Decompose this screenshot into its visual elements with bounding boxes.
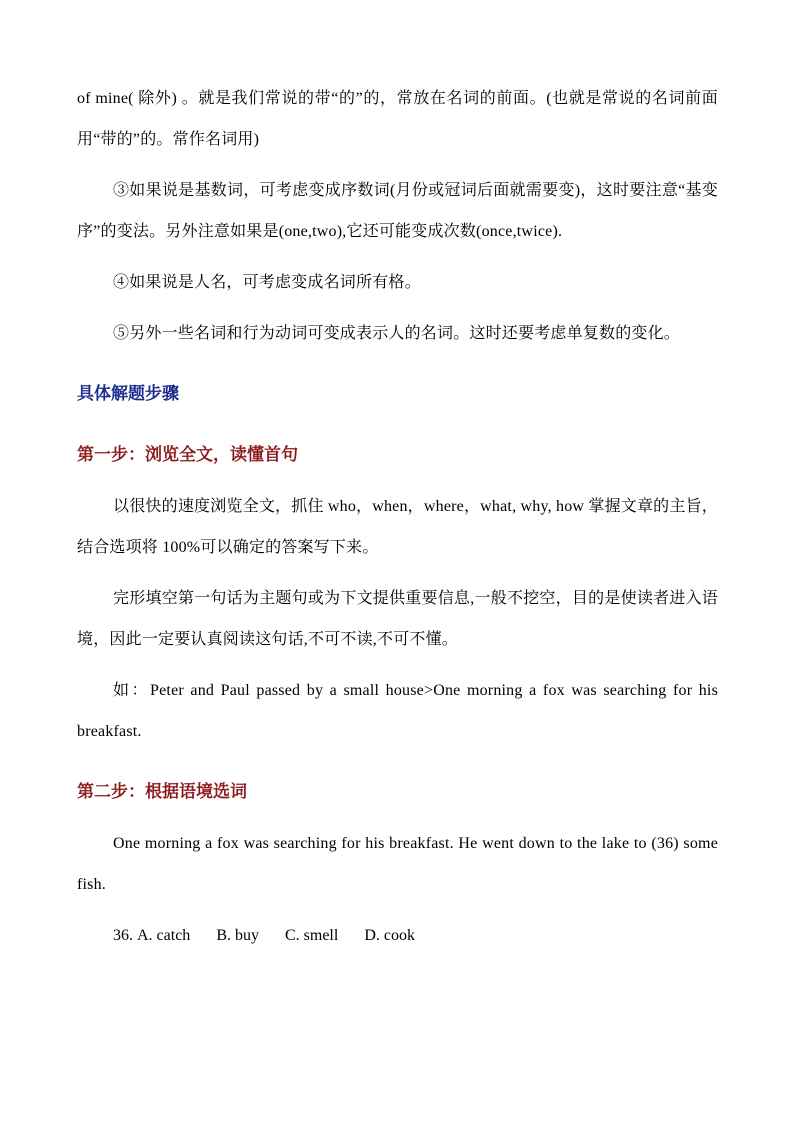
step1-paragraph-example: 如：Peter and Paul passed by a small house>One morning a fox was searching for his breakfast. xyxy=(77,682,718,740)
step1-paragraph-first-sentence: 完形填空第一句话为主题句或为下文提供重要信息,一般不挖空，目的是使读者进入语境，因此一定要认真阅读这句话,不可不读,不可不懂。 xyxy=(77,590,718,648)
paragraph-person-nouns: ⑤另外一些名词和行为动词可变成表示人的名词。这时还要考虑单复数的变化。 xyxy=(113,325,681,342)
step2-paragraph-example: One morning a fox was searching for his breakfast. He went down to the lake to (36) some fish. xyxy=(77,835,718,893)
option-d: D. cook xyxy=(364,927,415,944)
paragraph-person-names: ④如果说是人名，可考虑变成名词所有格。 xyxy=(113,274,421,291)
question-36-options xyxy=(77,915,718,956)
question-number: 36. xyxy=(113,927,133,944)
option-b: B. buy xyxy=(216,927,259,944)
option-a: A. catch xyxy=(137,927,191,944)
document-page xyxy=(77,78,718,956)
paragraph-cardinal-numbers: ③如果说是基数词，可考虑变成序数词(月份或冠词后面就需要变)，这时要注意“基变序”的变法。另外注意如果是(one,two),它还可能变成次数(once,twice). xyxy=(77,182,718,240)
section-title: 具体解题步骤 xyxy=(77,384,179,404)
step1-title: 第一步：浏览全文，读懂首句 xyxy=(77,445,298,465)
step1-paragraph-browse: 以很快的速度浏览全文，抓住 who，when，where，what, why, how 掌握文章的主旨，结合选项将 100%可以确定的答案写下来。 xyxy=(77,498,718,556)
paragraph-adjective-usage: of mine( 除外) 。就是我们常说的带“的”的，常放在名词的前面。(也就是常说的名词前面用“带的”的。常作名词用) xyxy=(77,90,718,148)
step2-title: 第二步：根据语境选词 xyxy=(77,782,247,802)
option-c: C. smell xyxy=(284,927,339,944)
